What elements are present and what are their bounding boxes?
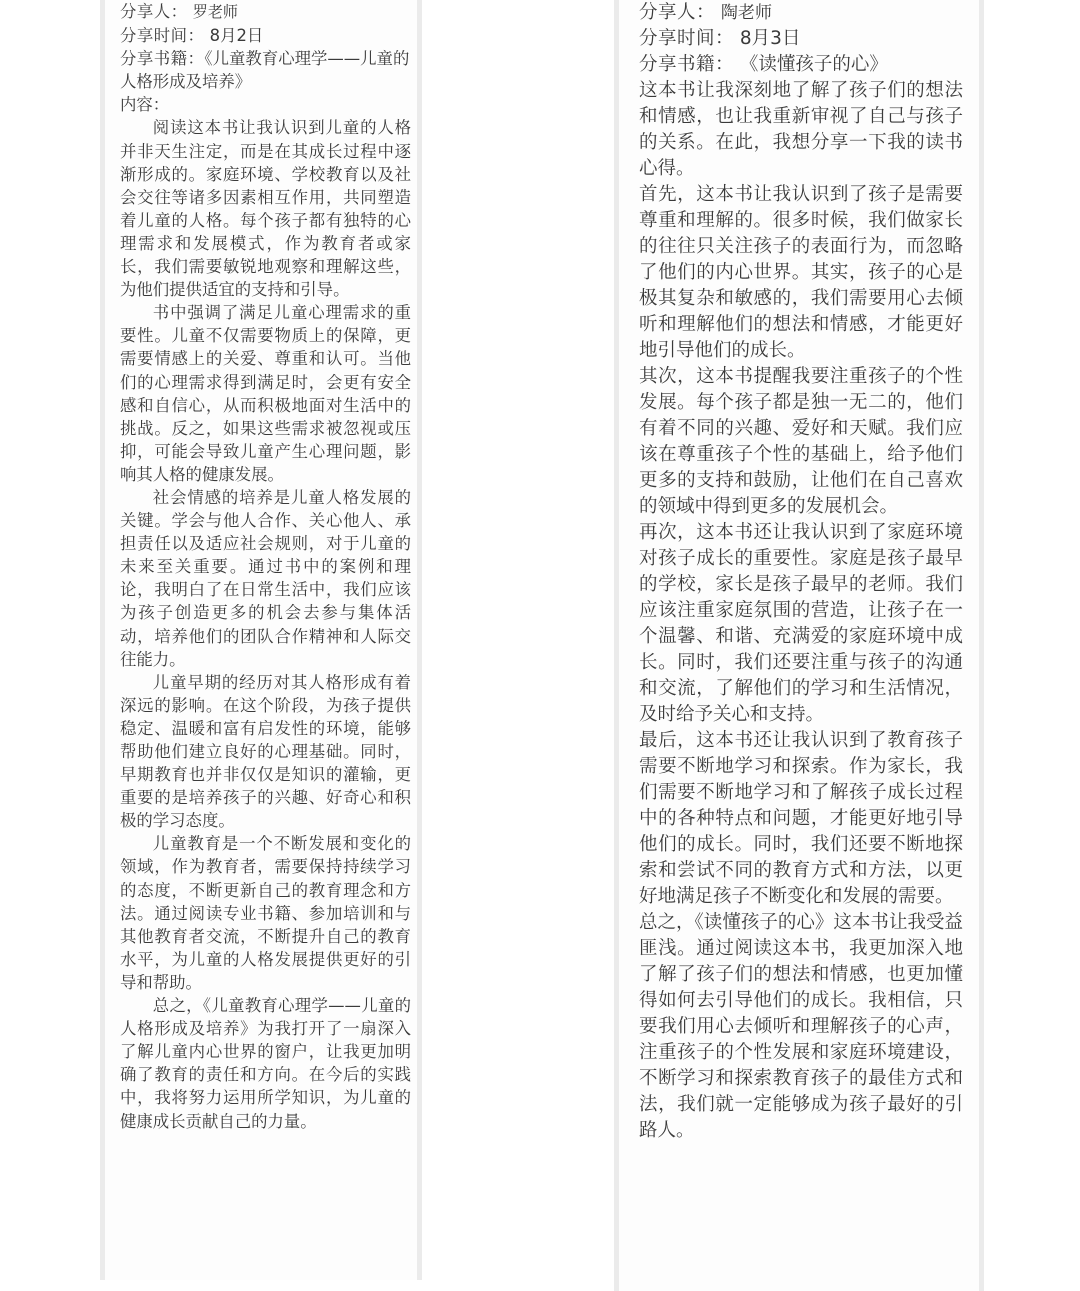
left-content-label: 内容： — [120, 95, 170, 115]
right-paragraph-2: 首先，这本书让我认识到了孩子是需要尊重和理解的。很多时候，我们做家长的往往只关注孩子的表面行为，而忽略了他们的内心世界。其实，孩子的心是极其复杂和敏感的，我们需要用心去倾听和理解他们的想法和情感，才能更好地引导他们的成长。 — [639, 184, 963, 361]
left-time-label: 分享时间： — [120, 26, 205, 46]
right-paragraph-6: 总之，《读懂孩子的心》这本书让我受益匪浅。通过阅读这本书，我更加深入地了解了孩子们的想法和情感，也更加懂得如何去引导他们的成长。我相信，只要我们用心去倾听和理解孩子的心声，注重孩子的个性发展和家庭环境建设，不断学习和探索教育孩子的最佳方式和法，我们就一定能够成为孩子最好的引路人。 — [639, 912, 963, 1141]
left-share-content — [105, 0, 417, 1133]
left-sharer-label: 分享人： — [120, 2, 188, 21]
right-sharer-label: 分享人： — [639, 2, 716, 23]
right-sharer-name: 陶老师 — [720, 3, 772, 23]
right-book-label: 分享书籍： — [639, 54, 735, 75]
left-paragraph-2: 书中强调了满足儿童心理需求的重要性。儿童不仅需要物质上的保障，更需要情感上的关爱、尊重和认可。当他们的心理需求得到满足时，会更有安全感和自信心，从而积极地面对生活中的挑战。反之，如果这些需求被忽视或压抑，可能会导致儿童产生心理问题，影响其人格的健康发展。 — [120, 303, 411, 484]
right-paragraph-4: 再次，这本书还让我认识到了家庭环境对孩子成长的重要性。家庭是孩子最早的学校，家长是孩子最早的老师。我们应该注重家庭氛围的营造，让孩子在一个温馨、和谐、充满爱的家庭环境中成长。同时，我们还要注重与孩子的沟通和交流，了解他们的学习和生活情况，及时给予关心和支持。 — [639, 522, 963, 725]
right-book-title: 《读懂孩子的心》 — [739, 54, 888, 75]
right-paragraph-5: 最后，这本书还让我认识到了教育孩子需要不断地学习和探索。作为家长，我们需要不断地学习和了解孩子成长过程中的各种特点和问题，才能更好地引导他们的成长。同时，我们还要不断地探索和尝试不同的教育方式和方法，以更好地满足孩子不断变化和发展的需要。 — [639, 730, 963, 907]
right-share-card — [614, 0, 984, 1291]
right-book-line — [639, 52, 963, 78]
right-time-label: 分享时间： — [639, 28, 735, 49]
left-share-card — [100, 0, 422, 1280]
right-paragraph-1: 这本书让我深刻地了解了孩子们的想法和情感，也让我重新审视了自己与孩子的关系。在此，我想分享一下我的读书心得。 — [639, 80, 963, 179]
left-paragraph-5: 儿童教育是一个不断发展和变化的领域，作为教育者，需要保持持续学习的态度，不断更新自己的教育理念和方法。通过阅读专业书籍、参加培训和与其他教育者交流，不断提升自己的教育水平，为儿童的人格发展提供更好的引导和帮助。 — [120, 834, 411, 992]
left-time-line — [120, 24, 411, 47]
left-paragraph-3: 社会情感的培养是儿童人格发展的关键。学会与他人合作、关心他人、承担责任以及适应社会规则，对于儿童的未来至关重要。通过书中的案例和理论，我明白了在日常生活中，我们应该为孩子创造更多的机会去参与集体活动，培养他们的团队合作精神和人际交往能力。 — [120, 487, 411, 669]
left-time-value: 8月2日 — [209, 26, 264, 46]
left-paragraph-1: 阅读这本书让我认识到儿童的人格并非天生注定，而是在其成长过程中逐渐形成的。家庭环境、学校教育以及社会交往等诸多因素相互作用，共同塑造着儿童的人格。每个孩子都有独特的心理需求和发展模式，作为教育者或家长，我们需要敏锐地观察和理解这些，为他们提供适宜的支持和引导。 — [120, 118, 411, 300]
left-paragraph-6: 总之，《儿童教育心理学——儿童的人格形成及培养》为我打开了一扇深入了解儿童内心世界的窗户，让我更加明确了教育的责任和方向。在今后的实践中，我将努力运用所学知识，为儿童的健康成长贡献自己的力量。 — [120, 996, 411, 1131]
right-sharer-line — [639, 0, 963, 26]
right-time-value: 8月3日 — [739, 28, 801, 49]
left-book-label: 分享书籍： — [120, 49, 205, 69]
left-sharer-line — [120, 0, 411, 24]
left-book-title: 《儿童教育心理学——儿童的人格形成及培养》 — [120, 49, 410, 92]
left-sharer-name: 罗老师 — [192, 3, 239, 21]
right-share-content — [619, 0, 979, 1144]
left-paragraph-4: 儿童早期的经历对其人格形成有着深远的影响。在这个阶段，为孩子提供稳定、温暖和富有启发性的环境，能够帮助他们建立良好的心理基础。同时，早期教育也并非仅仅是知识的灌输，更重要的是培养孩子的兴趣、好奇心和积极的学习态度。 — [120, 672, 411, 831]
right-time-line — [639, 26, 963, 52]
left-book-line — [120, 47, 411, 93]
right-paragraph-3: 其次，这本书提醒我要注重孩子的个性发展。每个孩子都是独一无二的，他们有着不同的兴趣、爱好和天赋。我们应该在尊重孩子个性的基础上，给予他们更多的支持和鼓励，让他们在自己喜欢的领域中得到更多的发展机会。 — [639, 366, 963, 517]
